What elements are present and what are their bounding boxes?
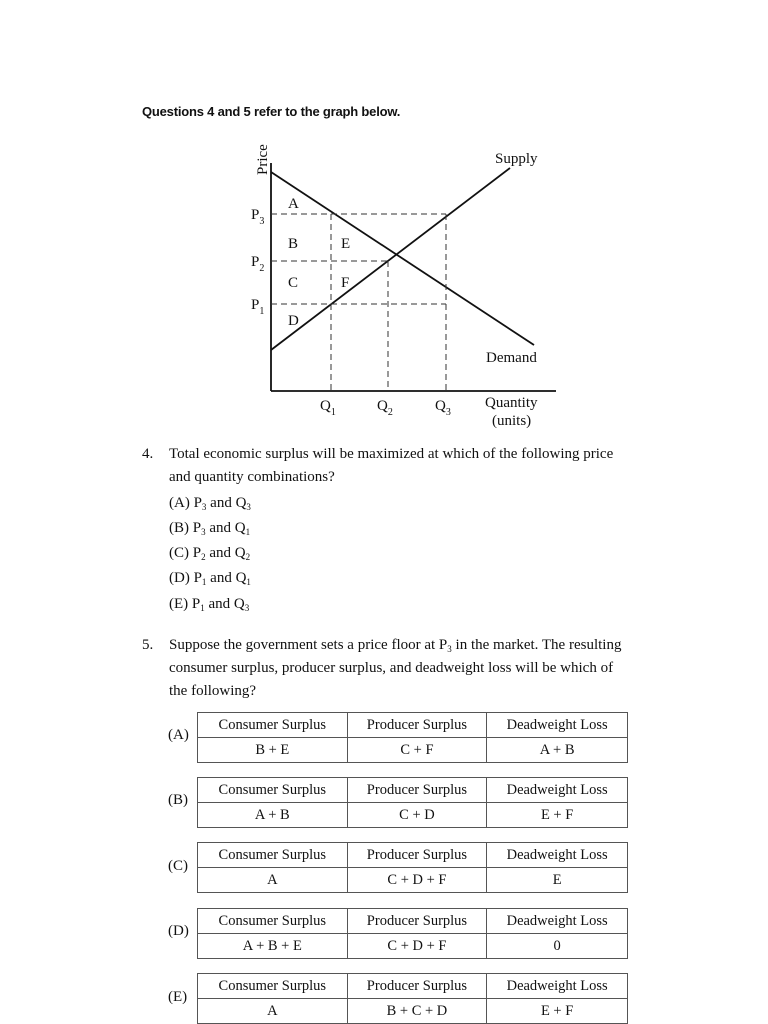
quantity-label-q1: $Q_1$ (320, 398, 336, 418)
region-label-e: E (341, 236, 351, 252)
cs-value: A (198, 868, 348, 893)
cs-value: A + B (198, 803, 348, 828)
x-axis-label-line1: Quantity (485, 395, 538, 411)
q4-option-a[interactable]: (A) $P_3$ and $Q_3$ (169, 495, 251, 512)
region-label-d: D (288, 313, 299, 329)
header-deadweight-loss: Deadweight Loss (487, 843, 628, 868)
header-deadweight-loss: Deadweight Loss (487, 909, 628, 934)
q5-option-d-table[interactable] (197, 908, 628, 959)
ps-value: C + D (347, 803, 487, 828)
dwl-value: 0 (487, 934, 628, 959)
q5-option-c-letter[interactable]: (C) (168, 858, 188, 874)
header-consumer-surplus: Consumer Surplus (198, 974, 348, 999)
ps-value: C + F (347, 738, 487, 763)
q5-option-b-table[interactable] (197, 777, 628, 828)
header-producer-surplus: Producer Surplus (347, 778, 487, 803)
header-producer-surplus: Producer Surplus (347, 909, 487, 934)
header-producer-surplus: Producer Surplus (347, 843, 487, 868)
q5-option-e-table[interactable] (197, 973, 628, 1024)
dwl-value: A + B (487, 738, 628, 763)
question-4-line-2: and quantity combinations? (169, 469, 335, 485)
cs-value: A (198, 999, 348, 1024)
header-deadweight-loss: Deadweight Loss (487, 778, 628, 803)
q5-option-a-table[interactable] (197, 712, 628, 763)
q5-option-d-letter[interactable]: (D) (168, 923, 189, 939)
header-consumer-surplus: Consumer Surplus (198, 909, 348, 934)
header-consumer-surplus: Consumer Surplus (198, 778, 348, 803)
header-producer-surplus: Producer Surplus (347, 713, 487, 738)
q5-option-e-letter[interactable]: (E) (168, 989, 188, 1005)
ps-value: C + D + F (347, 934, 487, 959)
y-axis-label: Price (255, 144, 271, 175)
region-label-a: A (288, 196, 299, 212)
price-label-p3: $P_3$ (251, 207, 265, 227)
demand-label: Demand (486, 350, 537, 366)
x-axis-label-line2: (units) (492, 413, 532, 429)
price-label-p2: $P_2$ (251, 254, 265, 274)
region-label-f: F (341, 275, 350, 291)
question-5-line-1: Suppose the government sets a price floor at $P_3$ in the market. The resulting (169, 637, 622, 654)
quantity-label-q3: $Q_3$ (435, 398, 451, 418)
dwl-value: E + F (487, 999, 628, 1024)
q4-option-c[interactable]: (C) $P_2$ and $Q_2$ (169, 545, 251, 562)
price-label-p1: $P_1$ (251, 297, 265, 317)
q4-option-d[interactable]: (D) $P_1$ and $Q_1$ (169, 570, 251, 587)
quantity-label-q2: $Q_2$ (377, 398, 393, 418)
header-deadweight-loss: Deadweight Loss (487, 713, 628, 738)
question-4-line-1: Total economic surplus will be maximized at which of the following price (169, 446, 614, 462)
header-deadweight-loss: Deadweight Loss (487, 974, 628, 999)
header-producer-surplus: Producer Surplus (347, 974, 487, 999)
ps-value: C + D + F (347, 868, 487, 893)
q5-option-b-letter[interactable]: (B) (168, 792, 188, 808)
section-heading: Questions 4 and 5 refer to the graph below. (142, 104, 401, 119)
ps-value: B + C + D (347, 999, 487, 1024)
cs-value: B + E (198, 738, 348, 763)
supply-label: Supply (495, 151, 538, 167)
q4-option-e[interactable]: (E) $P_1$ and $Q_3$ (169, 596, 250, 613)
header-consumer-surplus: Consumer Surplus (198, 843, 348, 868)
question-5-line-3: the following? (169, 683, 257, 699)
supply-demand-graph (240, 135, 570, 435)
question-5-line-2: consumer surplus, producer surplus, and deadweight loss will be which of (169, 660, 614, 676)
region-label-c: C (288, 275, 299, 291)
q5-option-a-letter[interactable]: (A) (168, 727, 189, 743)
dwl-value: E + F (487, 803, 628, 828)
q5-option-c-table[interactable] (197, 842, 628, 893)
region-label-b: B (288, 236, 299, 252)
q4-option-b[interactable]: (B) $P_3$ and $Q_1$ (169, 520, 251, 537)
dwl-value: E (487, 868, 628, 893)
question-5-number: 5. (142, 637, 154, 653)
cs-value: A + B + E (198, 934, 348, 959)
header-consumer-surplus: Consumer Surplus (198, 713, 348, 738)
question-4-number: 4. (142, 446, 154, 462)
